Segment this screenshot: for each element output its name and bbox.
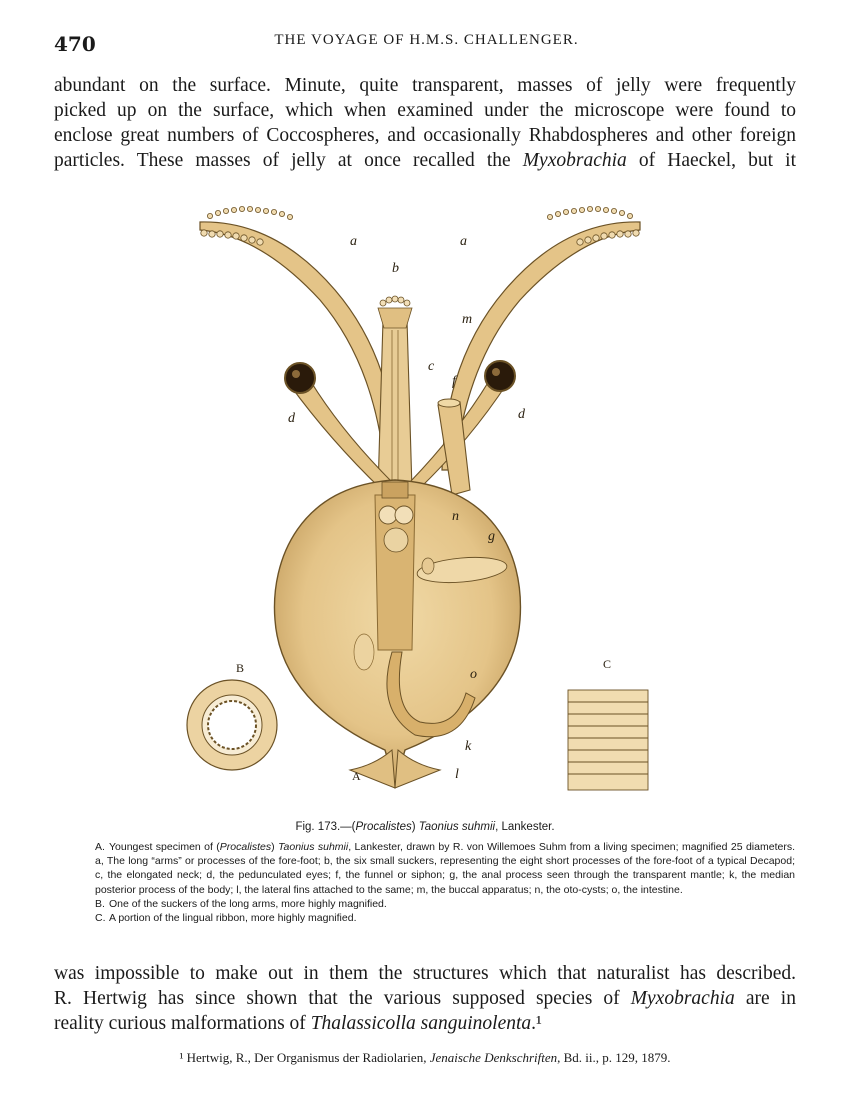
page-header <box>54 30 799 60</box>
legend-text: , Lankester, drawn by R. von Willemoes Suhm from a living specimen; magnified 25 diameters. a, The long “arms” or processes of the fore-foot; b, the six small suckers, representing the eight short processes of the fore-foot of a typical Decapod; c, the elongated neck; d, the pedunculated eyes; f, the funnel or siphon; g, the anal process seen through the transparent mantle; k, the median posterior process of the body; l, the lateral fins attached to the same; m, the buccal apparatus; n, the oto-cysts; o, the intestine. <box>95 841 795 896</box>
legend-item-a <box>95 840 795 897</box>
footnote-text: , Bd. ii., p. 129, 1879. <box>557 1050 671 1065</box>
figure-legend <box>95 840 795 925</box>
eye-right <box>485 361 515 391</box>
text-line: picked up on the surface, which when examined under the microscope were found to <box>54 100 796 121</box>
text-line: enclose great numbers of Coccospheres, and occasionally Rhabdospheres and other foreign <box>54 125 796 146</box>
italic-term: Thalassicolla sanguinolenta <box>310 1013 532 1034</box>
text-line <box>54 1011 796 1036</box>
label-d-left: d <box>288 411 295 426</box>
footnote <box>0 1050 850 1066</box>
caption-genus: Procalistes <box>355 821 412 833</box>
caption-suffix: , Lankester. <box>495 821 555 833</box>
long-arm-left <box>200 222 398 470</box>
caption-species: Taonius suhmii <box>418 821 496 833</box>
label-C: C <box>603 657 612 671</box>
text-run: of Haeckel, but it <box>626 150 796 171</box>
legend-item-b <box>95 897 795 911</box>
legend-text: A portion of the lingual ribbon, more highly magnified. <box>109 912 357 925</box>
otocyst-right <box>395 506 413 524</box>
subfigure-c <box>568 690 648 790</box>
text-run: reality curious malformations of <box>54 1013 311 1034</box>
label-a-right: a <box>460 234 467 249</box>
caption-prefix: Fig. 173.—( <box>295 821 356 833</box>
buccal-suckers <box>378 296 412 328</box>
text-line <box>54 148 796 173</box>
caption-mid: ) <box>411 821 419 833</box>
label-b: b <box>392 261 399 276</box>
label-o: o <box>470 667 477 682</box>
label-g: g <box>488 529 495 544</box>
text-run: .¹ <box>531 1013 542 1034</box>
legend-label: B. <box>95 897 105 910</box>
body-paragraph-top <box>54 73 796 173</box>
label-a-left: a <box>350 234 357 249</box>
subfigure-b <box>187 680 277 770</box>
legend-item-c <box>95 911 795 925</box>
label-B: B <box>236 661 245 675</box>
legend-text: ) <box>271 841 279 853</box>
figure-173 <box>170 190 670 795</box>
figure-caption <box>0 821 850 833</box>
legend-label: C. <box>95 912 106 925</box>
eye-left <box>285 363 315 393</box>
page-number: 470 <box>54 32 96 56</box>
text-run: particles. These masses of jelly at once recalled the <box>54 150 523 171</box>
squid-illustration <box>170 190 670 795</box>
label-f: f <box>452 374 456 389</box>
body-paragraph-bottom <box>54 961 796 1036</box>
text-line <box>54 986 796 1011</box>
italic-term: Myxobrachia <box>522 150 627 171</box>
label-k: k <box>465 739 472 754</box>
label-m: m <box>462 312 473 327</box>
legend-genus: Procalistes <box>219 841 272 853</box>
running-title: THE VOYAGE OF H.M.S. CHALLENGER. <box>274 32 579 48</box>
label-d-right: d <box>518 407 525 422</box>
neck <box>378 320 412 490</box>
footnote-journal: Jenaische Denkschriften <box>429 1050 558 1065</box>
italic-term: Myxobrachia <box>630 988 735 1009</box>
legend-label: A. <box>95 841 105 853</box>
fin-right <box>395 750 440 788</box>
legend-text: Youngest specimen of ( <box>109 841 220 853</box>
label-l: l <box>455 767 459 782</box>
footnote-marker: ¹ <box>179 1050 184 1065</box>
legend-text: One of the suckers of the long arms, more highly magnified. <box>109 897 387 910</box>
text-run: are in <box>734 988 796 1009</box>
text-line: abundant on the surface. Minute, quite transparent, masses of jelly were frequently <box>54 75 796 96</box>
text-line: was impossible to make out in them the structures which that naturalist has described. <box>54 963 796 984</box>
long-arm-right <box>442 222 640 470</box>
label-c: c <box>428 359 435 374</box>
label-A: A <box>352 769 361 783</box>
label-n: n <box>452 509 459 524</box>
text-run: R. Hertwig has since shown that the various supposed species of <box>54 988 631 1009</box>
otocyst-left <box>379 506 397 524</box>
legend-species: Taonius suhmii <box>278 841 349 853</box>
footnote-text: Hertwig, R., Der Organismus der Radiolarien, <box>183 1050 430 1065</box>
